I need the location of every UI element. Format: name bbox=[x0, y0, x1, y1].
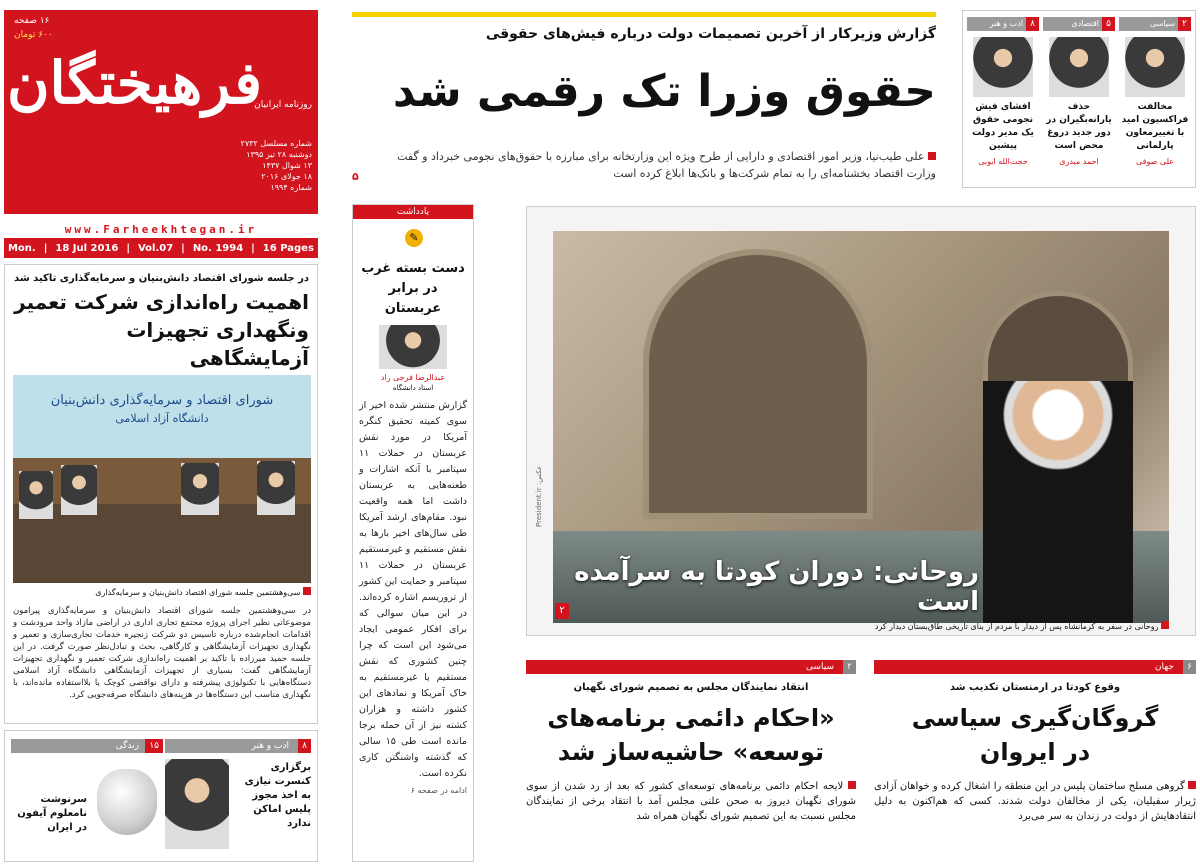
politics-headline-1: «احکام دائمی برنامه‌های bbox=[547, 704, 835, 732]
politics-kicker: انتقاد نمایندگان مجلس به تصمیم شورای نگهبان bbox=[573, 682, 809, 693]
column-label: یادداشت bbox=[353, 205, 473, 219]
opinion-column bbox=[352, 204, 474, 862]
column-author-photo bbox=[379, 325, 447, 369]
photo-person-3 bbox=[181, 463, 219, 515]
masthead-price: ۶۰۰ تومان bbox=[14, 30, 53, 40]
lead-body: علی طیب‌نیا، وزیر امور اقتصادی و دارایی از طرح ویژه این وزارتخانه برای مبارزه با حقوق‌های نجومی خبرداد و گفت وزارت اقتصاد بخشنامه‌ای را به تمام شرکت‌ها و بانک‌ها ابلاغ کرده است bbox=[397, 150, 936, 180]
politics-body: لایحه احکام دائمی برنامه‌های توسعه‌ای کشور که بعد از رد شدن از سوی شورای نگهبان دیروز به صحن علنی مجلس آمد با انتقاد برخی از نمایندگان مجلس نسبت به این تصمیم شورای نگهبان همراه شد bbox=[526, 781, 856, 822]
lead-kicker: گزارش وزیرکار از آخرین تصمیمات دولت درباره فیش‌های حقوقی bbox=[485, 26, 936, 42]
teaser-life-bar bbox=[11, 739, 163, 753]
main-photo-caption: روحانی در سفر به کرمانشاه پس از دیدار با مردم از بنای تاریخی طاق‌بستان دیدار کرد bbox=[875, 621, 1169, 631]
arch-left bbox=[643, 249, 873, 519]
politics-bar: ۲ سیاسی bbox=[526, 660, 856, 674]
politics-marker-icon bbox=[848, 781, 856, 789]
left-story-headline: اهمیت راه‌اندازی شرکت تعمیر ونگهداری تجهیزات آزمایشگاهی bbox=[14, 290, 309, 370]
main-photo-credit: عکس: President.ir bbox=[535, 465, 543, 527]
pen-icon: ✎ bbox=[405, 229, 423, 247]
left-story-kicker: در جلسه شورای اقتصاد دانش‌بنیان و سرمایه‌گذاری تاکید شد bbox=[14, 273, 309, 284]
website: www.Farheekhtegan.ir bbox=[64, 223, 258, 236]
teaser-politics-author: علی صوفی bbox=[1135, 157, 1175, 166]
teaser-arts-author: حجت‌الله ایوبی bbox=[978, 157, 1028, 166]
world-headline-1: گروگان‌گیری سیاسی bbox=[911, 704, 1159, 732]
masthead-title: فرهیختگان bbox=[6, 49, 262, 117]
world-story bbox=[874, 660, 1196, 862]
lead-marker-icon bbox=[928, 152, 936, 160]
apple-logo-icon bbox=[97, 769, 157, 835]
masthead-subtitle: روزنامه ایرانیان bbox=[254, 100, 312, 110]
photo-person-2 bbox=[61, 465, 97, 515]
left-story-body: در سی‌وهشتمین جلسه شورای اقتصاد دانش‌بنیان و سرمایه‌گذاری پیرامون موضوعاتی نظیر اجرای پروژه مجتمع تجاری اداری در اراضی مازاد واحد مرودشت و اقدامات انجام‌شده درباره تاسیس دو شرکت زنجیره خدمات تجاری‌سازی و تعمیر و نگهداری تجهیزات آزمایشگاهی و کارگاهی، بحث و تبادل‌نظر صورت گرفت. در این جلسه حمید میرزاده با تاکید بر اهمیت راه‌اندازی شرکت تعمیر و نگهداری تجهیزات آزمایشگاهی گفت: بسیاری از تجهیزات آزمایشگاهی دانشگاه آزاد اسلامی دستگاه‌هایی با تکنولوژی پیشرفته و دارای نواقصی کوچک یا بلااستفاده مانده‌اند، با نگهداری مناسب این دستگاه‌ها در هزینه‌های دانشگاه صرفه‌جویی کرد. bbox=[13, 606, 311, 700]
caption-marker-icon bbox=[303, 587, 311, 595]
teaser-arts-bar: ۸ ادب و هنر bbox=[967, 17, 1039, 31]
photo-caption-marker-icon bbox=[1161, 621, 1169, 629]
masthead bbox=[4, 10, 318, 214]
teaser-economy-author: احمد میدری bbox=[1059, 157, 1099, 166]
lead-headline: حقوق وزرا تک رقمی شد bbox=[392, 66, 936, 117]
teaser-life-section: زندگی bbox=[115, 741, 139, 751]
world-bar: ۶ جهان bbox=[874, 660, 1196, 674]
teaser-politics-bar: ۲ سیاسی bbox=[1119, 17, 1191, 31]
teaser-economy-photo bbox=[1049, 37, 1109, 97]
photo-banner-1: شورای اقتصاد و سرمایه‌گذاری دانش‌بنیان bbox=[50, 393, 274, 408]
column-headline: دست بسته غرب در برابر عربستان bbox=[361, 261, 465, 316]
teaser-arts[interactable] bbox=[967, 17, 1039, 185]
column-author: عبدالرضا فرجی راد bbox=[380, 373, 446, 382]
teaser-politics-title: مخالفت فراکسیون امید با تغییرمعاون پارلمانی bbox=[1121, 102, 1189, 151]
teaser-life-title: سرنوشت نامعلوم آیفون در ایران bbox=[17, 794, 87, 833]
teaser-arts-title: افشای فیش نجومی حقوق یک مدیر دولت پیشین bbox=[972, 102, 1034, 151]
website-bar bbox=[4, 218, 318, 236]
teaser-arts-photo bbox=[973, 37, 1033, 97]
world-kicker: وقوع کودتا در ارمنستان تکذیب شد bbox=[949, 682, 1121, 693]
teaser-culture-num: ۸ bbox=[298, 739, 311, 753]
teaser-culture-photo bbox=[165, 759, 229, 849]
politics-headline-2: توسعه» حاشیه‌ساز شد bbox=[557, 738, 825, 766]
teaser-economy-bar: ۵ اقتصادی bbox=[1043, 17, 1115, 31]
teaser-life-num: ۱۵ bbox=[145, 739, 163, 753]
main-photo bbox=[553, 231, 1169, 623]
masthead-issue-info: شماره مسلسل ۲۷۳۲ دوشنبه ۲۸ تیر ۱۳۹۵ ۱۳ شوال ۱۴۳۷ ۱۸ جولای ۲۰۱۶ شماره ۱۹۹۴ bbox=[240, 139, 312, 192]
cleric-figure bbox=[983, 381, 1133, 623]
lead-page[interactable]: ۵ bbox=[352, 170, 359, 183]
photo-person-1 bbox=[19, 471, 53, 519]
masthead-pages: ۱۶ صفحه bbox=[14, 16, 50, 26]
main-photo-page[interactable]: ۲ bbox=[555, 603, 569, 619]
politics-story bbox=[526, 660, 856, 862]
teaser-culture-title: برگزاری کنسرت نیازی به اخذ مجوز پلیس اماکن ندارد bbox=[244, 762, 311, 829]
teaser-life[interactable] bbox=[11, 739, 163, 857]
teaser-politics-photo bbox=[1125, 37, 1185, 97]
teaser-economy-title: حذف یارانه‌بگیران در دور جدید دروغ محض است bbox=[1046, 102, 1112, 151]
column-continued: ادامه در صفحه ۶ bbox=[410, 786, 467, 795]
bottom-left-teasers bbox=[4, 730, 318, 862]
teaser-politics[interactable] bbox=[1119, 17, 1191, 185]
photo-banner-2: دانشگاه آزاد اسلامی bbox=[115, 412, 209, 425]
column-author-title: استاد دانشگاه bbox=[392, 384, 434, 392]
top-teasers bbox=[962, 10, 1196, 188]
teaser-culture-bar bbox=[165, 739, 311, 753]
left-story-caption: سی‌وهشتمین جلسه شورای اقتصاد دانش‌بنیان و سرمایه‌گذاری bbox=[13, 587, 311, 597]
teaser-economy[interactable] bbox=[1043, 17, 1115, 185]
column-body: گزارش منتشر شده اخیر از سوی کمیته تحقیق کنگره آمریکا در مورد نقش عربستان در حملات ۱۱ سپتامبر با آنکه اشارات و طعنه‌هایی به عربستان داشت اما همه واقعیت نبود. مقام‌های ارشد آمریکا طی سال‌های اخیر بارها به نقش مستقیم و غیرمستقیم عربستان در حملات ۱۱ سپتامبر و حمایت این کشور از تروریسم اشاره کرده‌اند. در این میان سوالی که برای افکار عمومی ایجاد می‌شود این است که چرا چنین کشوری که نقش مستقیم یا غیرمستقیم به خاک آمریکا و نمادهای این کشور داشته و هزاران کشته نیز از آن حمله برجا مانده است طی ۱۵ سالی که گذشته واشنگتن کاری نکرده است. bbox=[359, 400, 468, 779]
left-story-photo bbox=[13, 375, 311, 583]
main-photo-frame bbox=[526, 206, 1196, 636]
photo-person-4 bbox=[257, 461, 295, 515]
main-photo-headline: روحانی: دوران کودتا به سرآمده است bbox=[574, 557, 979, 617]
lead-top-bar bbox=[352, 12, 936, 17]
teaser-culture[interactable] bbox=[165, 739, 311, 857]
teaser-culture-section: ادب و هنر bbox=[251, 741, 289, 751]
world-marker-icon bbox=[1188, 781, 1196, 789]
world-headline-2: در ایروان bbox=[979, 738, 1091, 766]
date-bar: Mon. | 18 Jul 2016 | Vol.07 | No. 1994 | 16 Pages bbox=[4, 238, 318, 258]
left-story bbox=[4, 264, 318, 724]
world-body: گروهی مسلح ساختمان پلیس در این منطقه را اشغال کرده و خواهان آزادی ژیرار سفیلیان، یکی از مخالفان دولت شدند. کسی که هم‌اکنون به دلیل انتقادهایش از دولت در زندان به سر می‌برد bbox=[874, 781, 1196, 822]
